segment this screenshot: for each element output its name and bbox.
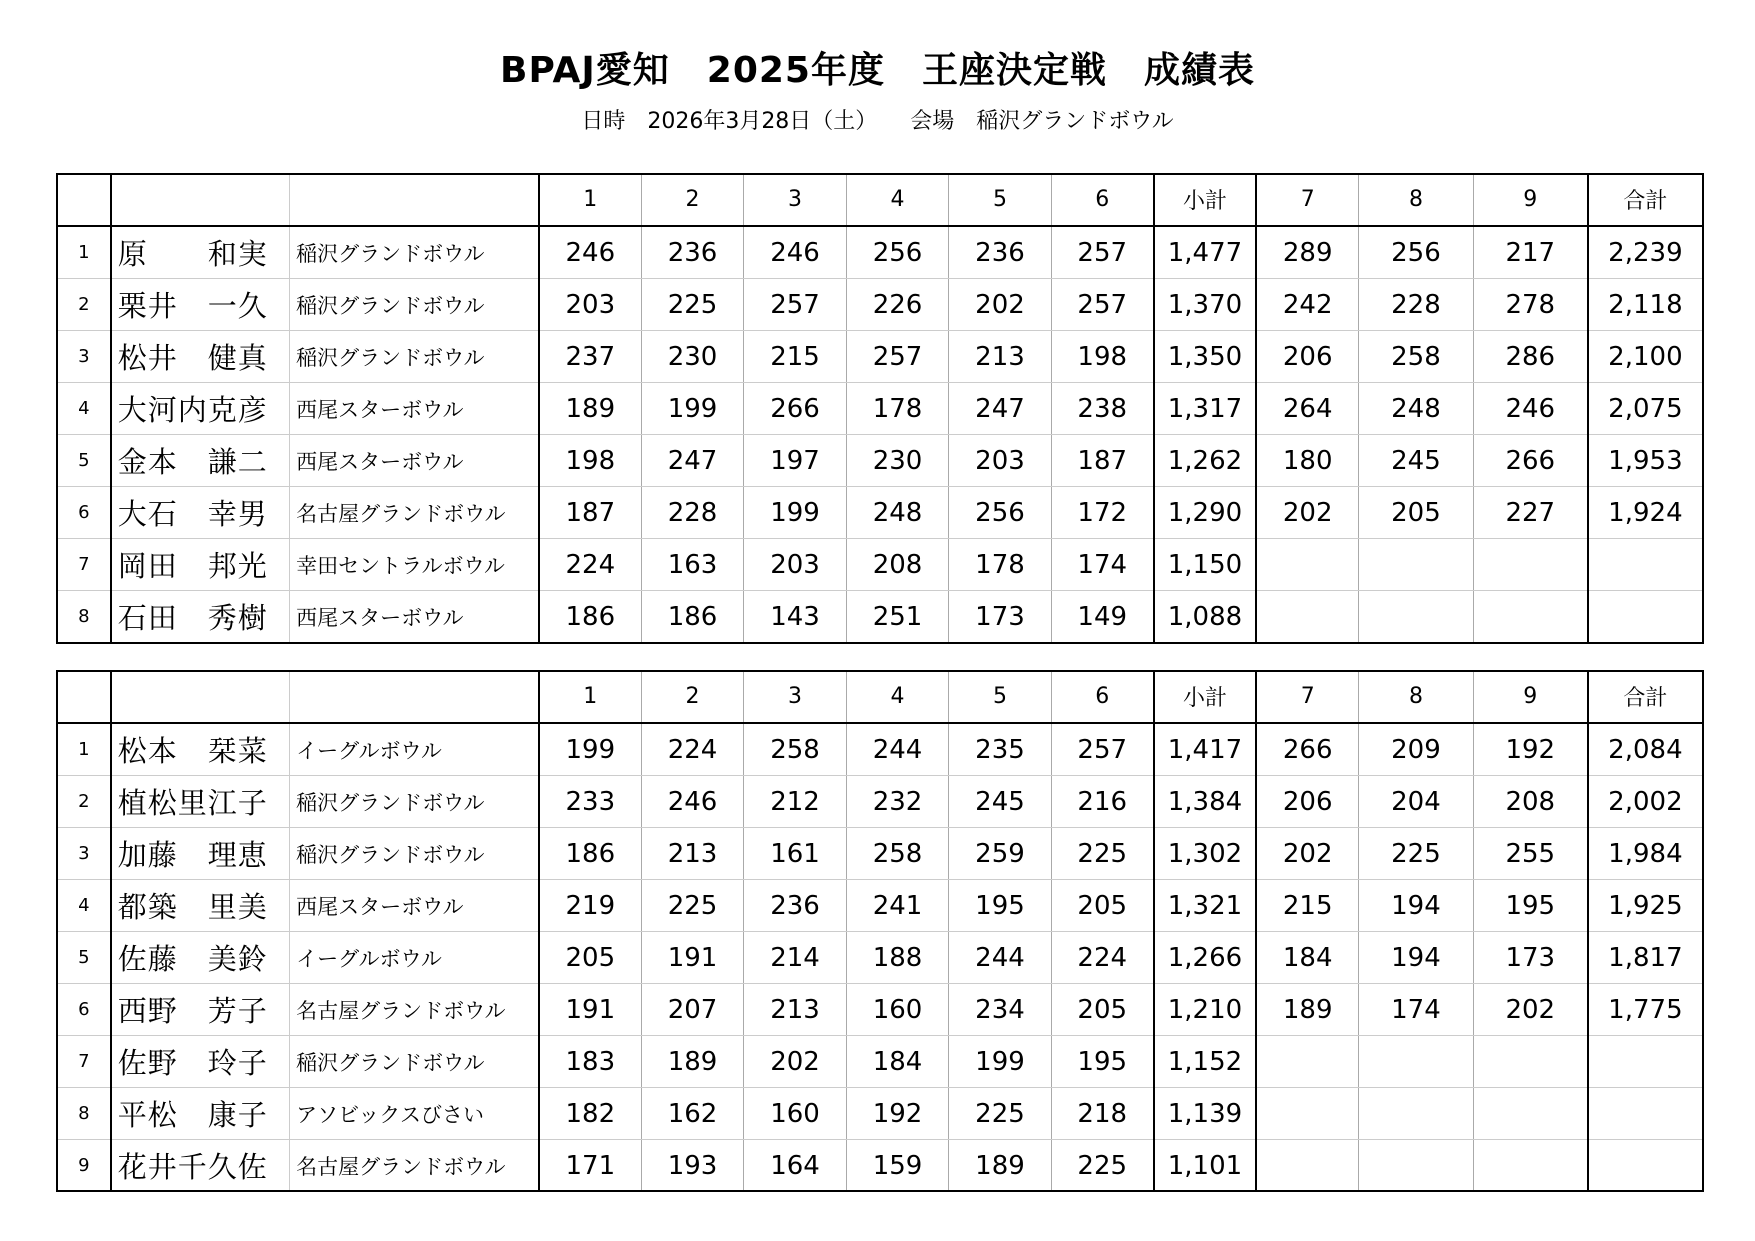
player-name: 松本 栞菜 — [111, 723, 290, 776]
header-row — [58, 174, 1703, 226]
game-5-score: 189 — [949, 1140, 1051, 1192]
game-2-score: 162 — [641, 1088, 743, 1140]
table-row — [58, 932, 1703, 984]
game-3-score: 212 — [744, 776, 846, 828]
club-name: 名古屋グランドボウル — [290, 487, 539, 539]
game-2-score: 247 — [641, 435, 743, 487]
player-name: 都築 里美 — [111, 880, 290, 932]
game-8-score: 258 — [1359, 331, 1474, 383]
header-game-5: 5 — [949, 671, 1051, 723]
game-6-score: 174 — [1051, 539, 1153, 591]
game-1-score: 182 — [539, 1088, 641, 1140]
club-name: 稲沢グランドボウル — [290, 331, 539, 383]
game-6-score: 224 — [1051, 932, 1153, 984]
game-4-score: 184 — [846, 1036, 948, 1088]
game-9-score: 255 — [1473, 828, 1588, 880]
game-1-score: 198 — [539, 435, 641, 487]
total-score: 2,002 — [1588, 776, 1703, 828]
game-1-score: 203 — [539, 279, 641, 331]
game-7-score: 215 — [1256, 880, 1358, 932]
table-row — [58, 539, 1703, 591]
table-row — [58, 435, 1703, 487]
game-9-score: 202 — [1473, 984, 1588, 1036]
game-2-score: 199 — [641, 383, 743, 435]
game-2-score: 224 — [641, 723, 743, 776]
header-total: 合計 — [1588, 174, 1703, 226]
header-blank-cell — [111, 174, 290, 226]
club-name: 名古屋グランドボウル — [290, 984, 539, 1036]
subtotal-score: 1,350 — [1154, 331, 1256, 383]
game-8-score — [1359, 1088, 1474, 1140]
club-name: 稲沢グランドボウル — [290, 828, 539, 880]
game-8-score: 228 — [1359, 279, 1474, 331]
game-7-score — [1256, 1088, 1358, 1140]
game-7-score — [1256, 591, 1358, 643]
header-subtotal: 小計 — [1154, 174, 1256, 226]
game-2-score: 186 — [641, 591, 743, 643]
game-8-score — [1359, 1140, 1474, 1192]
game-5-score: 256 — [949, 487, 1051, 539]
player-name: 金本 謙二 — [111, 435, 290, 487]
header-game-4: 4 — [846, 174, 948, 226]
game-5-score: 259 — [949, 828, 1051, 880]
club-name: 西尾スターボウル — [290, 591, 539, 643]
game-4-score: 178 — [846, 383, 948, 435]
rank-cell: 4 — [58, 383, 111, 435]
subtotal-score: 1,317 — [1154, 383, 1256, 435]
total-score — [1588, 1088, 1703, 1140]
game-6-score: 198 — [1051, 331, 1153, 383]
subtotal-score: 1,370 — [1154, 279, 1256, 331]
game-7-score: 289 — [1256, 226, 1358, 279]
game-4-score: 188 — [846, 932, 948, 984]
header-blank-cell — [290, 671, 539, 723]
club-name: 稲沢グランドボウル — [290, 226, 539, 279]
game-7-score: 184 — [1256, 932, 1358, 984]
game-7-score: 206 — [1256, 331, 1358, 383]
game-6-score: 187 — [1051, 435, 1153, 487]
game-8-score — [1359, 591, 1474, 643]
game-1-score: 186 — [539, 828, 641, 880]
game-9-score — [1473, 1088, 1588, 1140]
subtotal-score: 1,302 — [1154, 828, 1256, 880]
game-7-score — [1256, 539, 1358, 591]
game-6-score: 225 — [1051, 1140, 1153, 1192]
club-name: イーグルボウル — [290, 932, 539, 984]
game-2-score: 225 — [641, 880, 743, 932]
game-6-score: 238 — [1051, 383, 1153, 435]
game-4-score: 208 — [846, 539, 948, 591]
game-1-score: 233 — [539, 776, 641, 828]
game-5-score: 178 — [949, 539, 1051, 591]
game-4-score: 159 — [846, 1140, 948, 1192]
game-5-score: 213 — [949, 331, 1051, 383]
subtotal-score: 1,139 — [1154, 1088, 1256, 1140]
game-6-score: 216 — [1051, 776, 1153, 828]
game-6-score: 257 — [1051, 723, 1153, 776]
game-3-score: 236 — [744, 880, 846, 932]
game-4-score: 258 — [846, 828, 948, 880]
rank-cell: 3 — [58, 331, 111, 383]
game-8-score: 205 — [1359, 487, 1474, 539]
game-2-score: 246 — [641, 776, 743, 828]
player-name: 佐野 玲子 — [111, 1036, 290, 1088]
total-score: 2,075 — [1588, 383, 1703, 435]
game-7-score: 264 — [1256, 383, 1358, 435]
header-game-9: 9 — [1473, 174, 1588, 226]
game-9-score: 208 — [1473, 776, 1588, 828]
game-6-score: 172 — [1051, 487, 1153, 539]
game-9-score — [1473, 1140, 1588, 1192]
header-total: 合計 — [1588, 671, 1703, 723]
game-3-score: 164 — [744, 1140, 846, 1192]
total-score: 1,775 — [1588, 984, 1703, 1036]
game-4-score: 256 — [846, 226, 948, 279]
total-score: 1,953 — [1588, 435, 1703, 487]
game-5-score: 173 — [949, 591, 1051, 643]
game-8-score: 245 — [1359, 435, 1474, 487]
header-game-2: 2 — [641, 671, 743, 723]
subtotal-score: 1,210 — [1154, 984, 1256, 1036]
game-6-score: 205 — [1051, 880, 1153, 932]
event-info: 日時 2026年3月28日（土） 会場 稲沢グランドボウル — [581, 109, 1174, 134]
game-9-score: 246 — [1473, 383, 1588, 435]
game-1-score: 187 — [539, 487, 641, 539]
subtotal-score: 1,417 — [1154, 723, 1256, 776]
game-5-score: 236 — [949, 226, 1051, 279]
rank-cell: 5 — [58, 435, 111, 487]
player-name: 栗井 一久 — [111, 279, 290, 331]
club-name: 稲沢グランドボウル — [290, 1036, 539, 1088]
game-2-score: 236 — [641, 226, 743, 279]
game-3-score: 213 — [744, 984, 846, 1036]
club-name: 稲沢グランドボウル — [290, 279, 539, 331]
game-9-score — [1473, 1036, 1588, 1088]
header-blank-cell — [58, 174, 111, 226]
table-row — [58, 723, 1703, 776]
game-5-score: 245 — [949, 776, 1051, 828]
game-1-score: 237 — [539, 331, 641, 383]
game-5-score: 203 — [949, 435, 1051, 487]
subtotal-score: 1,152 — [1154, 1036, 1256, 1088]
total-score: 2,239 — [1588, 226, 1703, 279]
game-3-score: 203 — [744, 539, 846, 591]
header-game-4: 4 — [846, 671, 948, 723]
game-5-score: 199 — [949, 1036, 1051, 1088]
subtotal-score: 1,262 — [1154, 435, 1256, 487]
club-name: 西尾スターボウル — [290, 880, 539, 932]
score-table-1 — [57, 174, 1703, 643]
header-game-6: 6 — [1051, 174, 1153, 226]
game-5-score: 235 — [949, 723, 1051, 776]
total-score: 2,118 — [1588, 279, 1703, 331]
game-3-score: 215 — [744, 331, 846, 383]
game-5-score: 234 — [949, 984, 1051, 1036]
rank-cell: 9 — [58, 1140, 111, 1192]
game-3-score: 197 — [744, 435, 846, 487]
header-blank-cell — [111, 671, 290, 723]
game-1-score: 199 — [539, 723, 641, 776]
rank-cell: 3 — [58, 828, 111, 880]
rank-cell: 2 — [58, 279, 111, 331]
game-6-score: 205 — [1051, 984, 1153, 1036]
player-name: 松井 健真 — [111, 331, 290, 383]
player-name: 佐藤 美鈴 — [111, 932, 290, 984]
header-blank-cell — [58, 671, 111, 723]
subtotal-score: 1,150 — [1154, 539, 1256, 591]
header-game-1: 1 — [539, 671, 641, 723]
table-row — [58, 1088, 1703, 1140]
game-4-score: 160 — [846, 984, 948, 1036]
table-row — [58, 487, 1703, 539]
header-game-5: 5 — [949, 174, 1051, 226]
total-score: 1,817 — [1588, 932, 1703, 984]
club-name: 稲沢グランドボウル — [290, 776, 539, 828]
game-8-score: 248 — [1359, 383, 1474, 435]
game-3-score: 214 — [744, 932, 846, 984]
game-3-score: 202 — [744, 1036, 846, 1088]
header-game-1: 1 — [539, 174, 641, 226]
total-score — [1588, 1140, 1703, 1192]
game-2-score: 207 — [641, 984, 743, 1036]
player-name: 平松 康子 — [111, 1088, 290, 1140]
header-blank-cell — [290, 174, 539, 226]
player-name: 石田 秀樹 — [111, 591, 290, 643]
game-4-score: 248 — [846, 487, 948, 539]
game-1-score: 171 — [539, 1140, 641, 1192]
rank-cell: 7 — [58, 1036, 111, 1088]
total-score — [1588, 1036, 1703, 1088]
game-2-score: 193 — [641, 1140, 743, 1192]
game-5-score: 247 — [949, 383, 1051, 435]
game-3-score: 199 — [744, 487, 846, 539]
player-name: 原 和実 — [111, 226, 290, 279]
table-row — [58, 828, 1703, 880]
game-8-score: 204 — [1359, 776, 1474, 828]
subtotal-score: 1,101 — [1154, 1140, 1256, 1192]
header-game-6: 6 — [1051, 671, 1153, 723]
rank-cell: 1 — [58, 226, 111, 279]
game-6-score: 225 — [1051, 828, 1153, 880]
game-2-score: 191 — [641, 932, 743, 984]
game-4-score: 192 — [846, 1088, 948, 1140]
game-9-score: 227 — [1473, 487, 1588, 539]
club-name: イーグルボウル — [290, 723, 539, 776]
player-name: 西野 芳子 — [111, 984, 290, 1036]
game-3-score: 143 — [744, 591, 846, 643]
game-6-score: 218 — [1051, 1088, 1153, 1140]
rank-cell: 6 — [58, 487, 111, 539]
score-table-2 — [57, 671, 1703, 1192]
game-6-score: 195 — [1051, 1036, 1153, 1088]
subtotal-score: 1,477 — [1154, 226, 1256, 279]
game-2-score: 230 — [641, 331, 743, 383]
header-game-8: 8 — [1359, 174, 1474, 226]
game-3-score: 246 — [744, 226, 846, 279]
game-1-score: 246 — [539, 226, 641, 279]
game-5-score: 195 — [949, 880, 1051, 932]
header-game-3: 3 — [744, 671, 846, 723]
player-name: 花井千久佐 — [111, 1140, 290, 1192]
table-row — [58, 226, 1703, 279]
club-name: 西尾スターボウル — [290, 383, 539, 435]
header-subtotal: 小計 — [1154, 671, 1256, 723]
game-1-score: 189 — [539, 383, 641, 435]
club-name: 幸田セントラルボウル — [290, 539, 539, 591]
game-4-score: 232 — [846, 776, 948, 828]
game-3-score: 160 — [744, 1088, 846, 1140]
total-score: 2,100 — [1588, 331, 1703, 383]
total-score: 1,924 — [1588, 487, 1703, 539]
game-7-score — [1256, 1036, 1358, 1088]
table-row — [58, 880, 1703, 932]
table-row — [58, 1140, 1703, 1192]
game-4-score: 226 — [846, 279, 948, 331]
game-7-score: 202 — [1256, 828, 1358, 880]
game-4-score: 257 — [846, 331, 948, 383]
game-8-score: 194 — [1359, 932, 1474, 984]
subtotal-score: 1,266 — [1154, 932, 1256, 984]
game-1-score: 205 — [539, 932, 641, 984]
table-row — [58, 279, 1703, 331]
game-8-score: 194 — [1359, 880, 1474, 932]
game-6-score: 149 — [1051, 591, 1153, 643]
game-7-score: 266 — [1256, 723, 1358, 776]
game-1-score: 219 — [539, 880, 641, 932]
player-name: 岡田 邦光 — [111, 539, 290, 591]
game-8-score: 225 — [1359, 828, 1474, 880]
game-8-score: 209 — [1359, 723, 1474, 776]
total-score — [1588, 539, 1703, 591]
table-row — [58, 331, 1703, 383]
subtotal-score: 1,321 — [1154, 880, 1256, 932]
table-row — [58, 1036, 1703, 1088]
table-row — [58, 591, 1703, 643]
game-7-score: 180 — [1256, 435, 1358, 487]
game-5-score: 225 — [949, 1088, 1051, 1140]
game-7-score: 206 — [1256, 776, 1358, 828]
game-3-score: 161 — [744, 828, 846, 880]
rank-cell: 2 — [58, 776, 111, 828]
game-4-score: 244 — [846, 723, 948, 776]
rank-cell: 5 — [58, 932, 111, 984]
club-name: 西尾スターボウル — [290, 435, 539, 487]
game-7-score: 202 — [1256, 487, 1358, 539]
game-6-score: 257 — [1051, 279, 1153, 331]
rank-cell: 4 — [58, 880, 111, 932]
game-8-score — [1359, 1036, 1474, 1088]
game-9-score — [1473, 539, 1588, 591]
rank-cell: 1 — [58, 723, 111, 776]
total-score: 1,925 — [1588, 880, 1703, 932]
total-score: 2,084 — [1588, 723, 1703, 776]
game-1-score: 186 — [539, 591, 641, 643]
game-6-score: 257 — [1051, 226, 1153, 279]
game-3-score: 266 — [744, 383, 846, 435]
game-4-score: 241 — [846, 880, 948, 932]
game-2-score: 228 — [641, 487, 743, 539]
table-row — [58, 383, 1703, 435]
game-8-score: 174 — [1359, 984, 1474, 1036]
game-9-score: 266 — [1473, 435, 1588, 487]
rank-cell: 6 — [58, 984, 111, 1036]
player-name: 植松里江子 — [111, 776, 290, 828]
rank-cell: 8 — [58, 591, 111, 643]
subtotal-score: 1,088 — [1154, 591, 1256, 643]
header-game-9: 9 — [1473, 671, 1588, 723]
subtotal-score: 1,290 — [1154, 487, 1256, 539]
rank-cell: 7 — [58, 539, 111, 591]
game-2-score: 163 — [641, 539, 743, 591]
game-7-score: 189 — [1256, 984, 1358, 1036]
game-4-score: 230 — [846, 435, 948, 487]
game-2-score: 189 — [641, 1036, 743, 1088]
player-name: 大石 幸男 — [111, 487, 290, 539]
table-row — [58, 984, 1703, 1036]
game-2-score: 213 — [641, 828, 743, 880]
game-9-score: 286 — [1473, 331, 1588, 383]
table-row — [58, 776, 1703, 828]
game-1-score: 183 — [539, 1036, 641, 1088]
game-9-score: 195 — [1473, 880, 1588, 932]
game-7-score: 242 — [1256, 279, 1358, 331]
player-name: 大河内克彦 — [111, 383, 290, 435]
game-8-score: 256 — [1359, 226, 1474, 279]
header-game-8: 8 — [1359, 671, 1474, 723]
game-1-score: 191 — [539, 984, 641, 1036]
game-3-score: 258 — [744, 723, 846, 776]
page-title: BPAJ愛知 2025年度 王座決定戦 成績表 — [500, 50, 1255, 91]
game-9-score — [1473, 591, 1588, 643]
game-9-score: 217 — [1473, 226, 1588, 279]
header-game-7: 7 — [1256, 174, 1358, 226]
subtotal-score: 1,384 — [1154, 776, 1256, 828]
header-game-2: 2 — [641, 174, 743, 226]
game-9-score: 173 — [1473, 932, 1588, 984]
club-name: アソビックスびさい — [290, 1088, 539, 1140]
game-3-score: 257 — [744, 279, 846, 331]
game-2-score: 225 — [641, 279, 743, 331]
header-game-3: 3 — [744, 174, 846, 226]
game-5-score: 202 — [949, 279, 1051, 331]
rank-cell: 8 — [58, 1088, 111, 1140]
game-5-score: 244 — [949, 932, 1051, 984]
game-1-score: 224 — [539, 539, 641, 591]
game-4-score: 251 — [846, 591, 948, 643]
header-game-7: 7 — [1256, 671, 1358, 723]
club-name: 名古屋グランドボウル — [290, 1140, 539, 1192]
game-9-score: 278 — [1473, 279, 1588, 331]
player-name: 加藤 理恵 — [111, 828, 290, 880]
total-score: 1,984 — [1588, 828, 1703, 880]
header-row — [58, 671, 1703, 723]
total-score — [1588, 591, 1703, 643]
game-9-score: 192 — [1473, 723, 1588, 776]
game-8-score — [1359, 539, 1474, 591]
game-7-score — [1256, 1140, 1358, 1192]
